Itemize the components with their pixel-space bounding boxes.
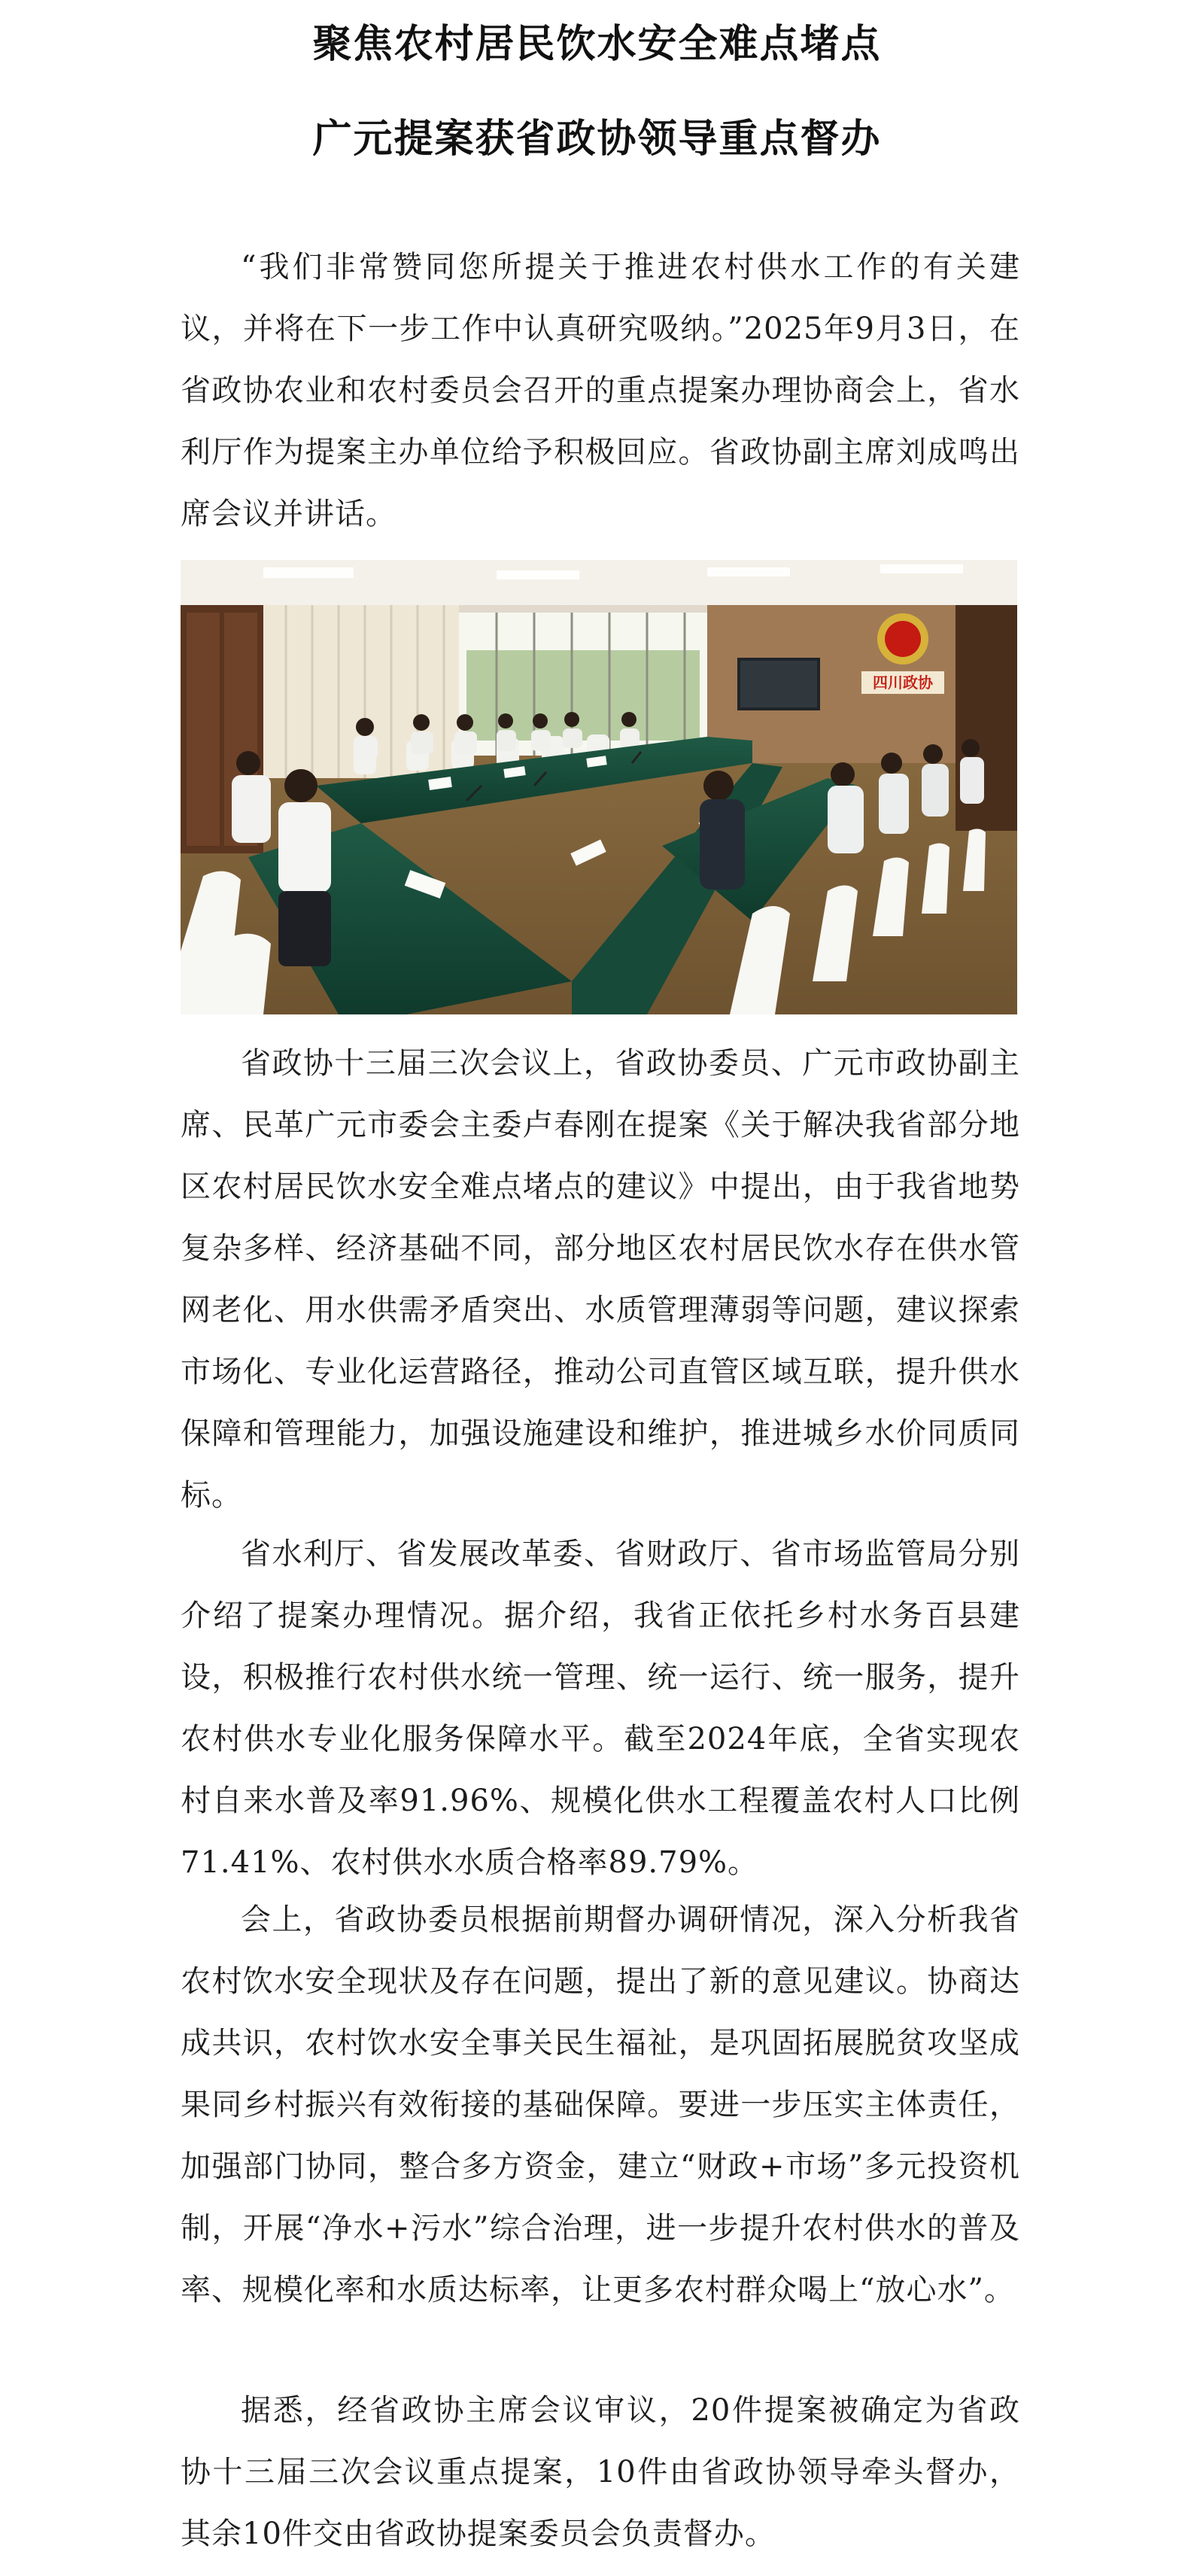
article-title-line-1: 聚焦农村居民饮水安全难点堵点: [312, 21, 882, 67]
paragraph-5: 据悉，经省政协主席会议审议，20件提案被确定为省政协十三届三次会议重点提案，10件由省政协领导牵头督办，其余10件交由省政协提案委员会负责督办。: [181, 2393, 1020, 2551]
paragraph-3: 省水利厅、省发展改革委、省财政厅、省市场监管局分别介绍了提案办理情况。据介绍，我省正依托乡村水务百县建设，积极推行农村供水统一管理、统一运行、统一服务，提升农村供水专业化服务保障水平。截至2024年底，全省实现农村自来水普及率91.96%、规模化供水工程覆盖农村人口比例71.41%、农村供水水质合格率89.79%。: [181, 1537, 1020, 1880]
emblem-sign-text: 四川政协: [873, 674, 933, 692]
meeting-photo: [181, 560, 1017, 1014]
article-title-line-2: 广元提案获省政协领导重点督办: [312, 116, 882, 162]
paragraph-2: 省政协十三届三次会议上，省政协委员、广元市政协副主席、民革广元市委会主委卢春刚在提案《关于解决我省部分地区农村居民饮水安全难点堵点的建议》中提出，由于我省地势复杂多样、经济基础不同，部分地区农村居民饮水存在供水管网老化、用水供需矛盾突出、水质管理薄弱等问题，建议探索市场化、专业化运营路径，推动公司直管区域互联，提升供水保障和管理能力，加强设施建设和维护，推进城乡水价同质同标。: [181, 1046, 1020, 1513]
paragraph-1: “我们非常赞同您所提关于推进农村供水工作的有关建议，并将在下一步工作中认真研究吸纳。”2025年9月3日，在省政协农业和农村委员会召开的重点提案办理协商会上，省水利厅作为提案主办单位给予积极回应。省政协副主席刘成鸣出席会议并讲话。: [181, 250, 1020, 531]
paragraph-4: 会上，省政协委员根据前期督办调研情况，深入分析我省农村饮水安全现状及存在问题，提出了新的意见建议。协商达成共识，农村饮水安全事关民生福祉，是巩固拓展脱贫攻坚成果同乡村振兴有效衔接的基础保障。要进一步压实主体责任，加强部门协同，整合多方资金，建立“财政+市场”多元投资机制，开展“净水+污水”综合治理，进一步提升农村供水的普及率、规模化率和水质达标率，让更多农村群众喝上“放心水”。: [181, 1902, 1020, 2307]
